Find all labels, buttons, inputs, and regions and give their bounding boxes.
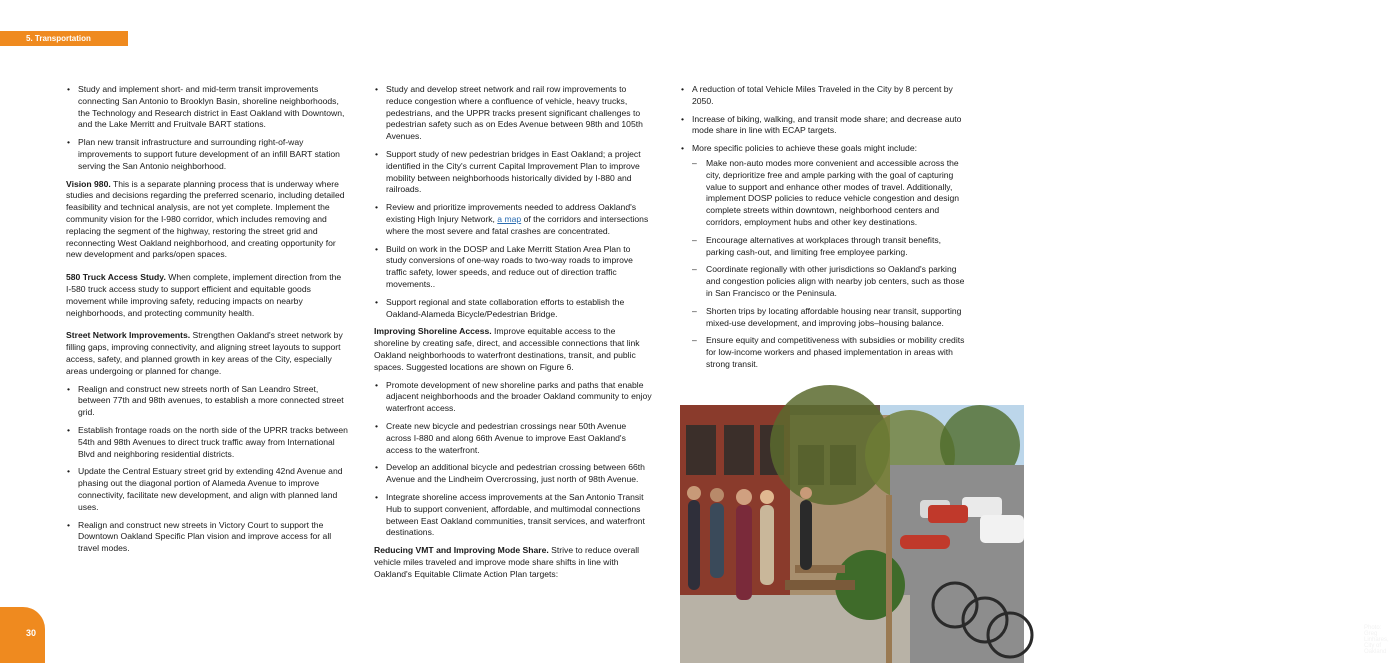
vmt-heading: Reducing VMT and Improving Mode Share. xyxy=(374,545,549,556)
vision-980-text: This is a separate planning process that is underway where studies and decisions regarding the preferred scenario, including detailed feasibility and technical analysis, are not yet complete. Implement the community vision for the I-980 corridor, which includes removing and replacing the segment of the highway, restoring the street grid and reconnecting West Oakland neighborhood, and creating opportunity for new development and parks/open spaces. xyxy=(66,178,345,260)
list-item: • Increase of biking, walking, and transit mode share; and decrease auto mode share in line with ECAP targets. xyxy=(680,114,970,138)
photo-credit: Photo: Greg Linhares, City of Oakland xyxy=(1364,625,1389,655)
page-number: 30 xyxy=(0,607,45,663)
transit-bullet-list xyxy=(66,84,348,173)
column-1 xyxy=(66,84,348,561)
vision-980-paragraph xyxy=(66,179,348,262)
column-2 xyxy=(374,84,652,591)
list-item: • Study and develop street network and rail row improvements to reduce congestion where a confluence of vehicle, heavy trucks, pedestrians, and the UPPR tracks present significant challenges to pedestrian safety such as on Edes Avenue between 98th and 105th Avenues. xyxy=(374,84,652,143)
list-item: • Support study of new pedestrian bridges in East Oakland; a project identified in the City's current Capital Improvement Plan to improve mobility between neighborhoods historically divided by I-880 and railroads. xyxy=(374,149,652,196)
list-item: • Develop an additional bicycle and pedestrian crossing between 66th Avenue and the Lindheim Overcrossing, just north of 98th Avenue. xyxy=(374,462,652,486)
list-item-text: of the corridors and intersections where the most severe and fatal crashes are concentrated. xyxy=(386,213,649,236)
street-network-text: Strengthen Oakland's street network by filling gaps, improving connectivity, and aligning street layouts to support access, safety, and planned growth in key areas of the City, especially areas undergoing or planned for change. xyxy=(66,330,343,376)
list-item-text: Review and prioritize improvements needed to address Oakland's existing High Injury Network, xyxy=(386,202,637,224)
list-item: • Promote development of new shoreline parks and paths that enable adjacent neighborhoods and the broader Oakland community to enjoy waterfront access. xyxy=(374,380,652,415)
shoreline-heading: Improving Shoreline Access. xyxy=(374,326,492,337)
list-item: – Make non-auto modes more convenient and accessible across the city, deprioritize free and ample parking with the goal of capturing value to support and enhance other modes of travel. Additionally, implement DOSP policies to reduce vehicle congestion and design complete streets within downtown, neighborhood centers and corridors, employment hubs and other key destinations. xyxy=(692,158,970,229)
vmt-paragraph xyxy=(374,545,652,580)
section-tab: 5. Transportation xyxy=(0,31,128,46)
list-item: • Build on work in the DOSP and Lake Merritt Station Area Plan to study conversions of one-way roads to two-way roads to improve traffic safety, lower speeds, and reduce out of direction traffic movements.. xyxy=(374,244,652,291)
shoreline-paragraph xyxy=(374,326,652,373)
high-injury-map-link[interactable]: a map xyxy=(497,213,522,224)
list-item: – Ensure equity and competitiveness with subsidies or mobility credits for low-income workers and phased implementation in areas with strong transit. xyxy=(692,335,970,370)
vmt-text: Strive to reduce overall vehicle miles traveled and improve mode share shifts in line with Oakland's Equitable Climate Action Plan targets: xyxy=(374,545,640,579)
list-item: • Plan new transit infrastructure and surrounding right-of-way improvements to support future development of an infill BART station serving the San Antonio neighborhood. xyxy=(66,137,348,172)
list-item: • Establish frontage roads on the north side of the UPRR tracks between 54th and 98th Avenues to direct truck traffic away from International Blvd and neighboring residential districts. xyxy=(66,425,348,460)
shoreline-text: Improve equitable access to the shoreline by creating safe, direct, and accessible connections that link Oakland neighborhoods to waterfront destinations, transit, and public spaces. Suggested locations are shown on Figure 6. xyxy=(374,326,640,372)
list-item: • Support regional and state collaboration efforts to establish the Oakland-Alameda Bicycle/Pedestrian Bridge. xyxy=(374,297,652,321)
list-item: • Integrate shoreline access improvements at the San Antonio Transit Hub to support convenient, affordable, and multimodal connections between East Oakland communities, transit services, and waterfront destinations. xyxy=(374,492,652,539)
list-item: – Coordinate regionally with other jurisdictions so Oakland's parking and congestion policies align with nearby job centers, such as those in San Francisco or the Peninsula. xyxy=(692,264,970,299)
policy-dash-list xyxy=(692,158,970,371)
street-network-heading: Street Network Improvements. xyxy=(66,330,191,341)
truck-access-text: When complete, implement direction from the I-580 truck access study to support efficient and equitable goods movement while improving safety, reducing impacts on nearby neighborhoods, and protecting community health. xyxy=(66,272,342,318)
list-item: • Update the Central Estuary street grid by extending 42nd Avenue and phasing out the diagonal portion of Alameda Avenue to improve connectivity, facilitate new development, and align with planned land uses. xyxy=(66,466,348,513)
street-network-bullet-list xyxy=(374,84,652,320)
vmt-bullet-list xyxy=(680,84,970,371)
list-item: • Study and implement short- and mid-term transit improvements connecting San Antonio to Brooklyn Basin, shoreline neighborhoods, the Technology and Research district in East Oakland with Downtown, and the Lake Merritt and Fruitvale BART stations. xyxy=(66,84,348,131)
list-item xyxy=(680,143,970,371)
truck-access-paragraph xyxy=(66,272,348,319)
list-item: • Realign and construct new streets north of San Leandro Street, between 77th and 98th avenues, to establish a more connected street grid. xyxy=(66,384,348,419)
street-photo xyxy=(680,405,1389,663)
street-bullet-list xyxy=(66,384,348,555)
list-item: • A reduction of total Vehicle Miles Traveled in the City by 8 percent by 2050. xyxy=(680,84,970,108)
list-item: – Encourage alternatives at workplaces through transit benefits, parking cash-out, and limiting free employee parking. xyxy=(692,235,970,259)
list-item: • Realign and construct new streets in Victory Court to support the Downtown Oakland Specific Plan vision and improve access for all travel modes. xyxy=(66,520,348,555)
vision-980-heading: Vision 980. xyxy=(66,178,111,189)
column-3 xyxy=(680,84,970,377)
list-item-text: More specific policies to achieve these goals might include: xyxy=(692,143,917,154)
truck-access-heading: 580 Truck Access Study. xyxy=(66,272,166,283)
list-item xyxy=(374,202,652,237)
list-item: • Create new bicycle and pedestrian crossings near 50th Avenue across I-880 and along 66th Avenue to improve East Oakland's access to the waterfront. xyxy=(374,421,652,456)
street-scene-illustration xyxy=(680,405,1024,663)
list-item: – Shorten trips by locating affordable housing near transit, supporting mixed-use development, and improving jobs–housing balance. xyxy=(692,306,970,330)
street-network-paragraph xyxy=(66,330,348,377)
shoreline-bullet-list xyxy=(374,380,652,540)
